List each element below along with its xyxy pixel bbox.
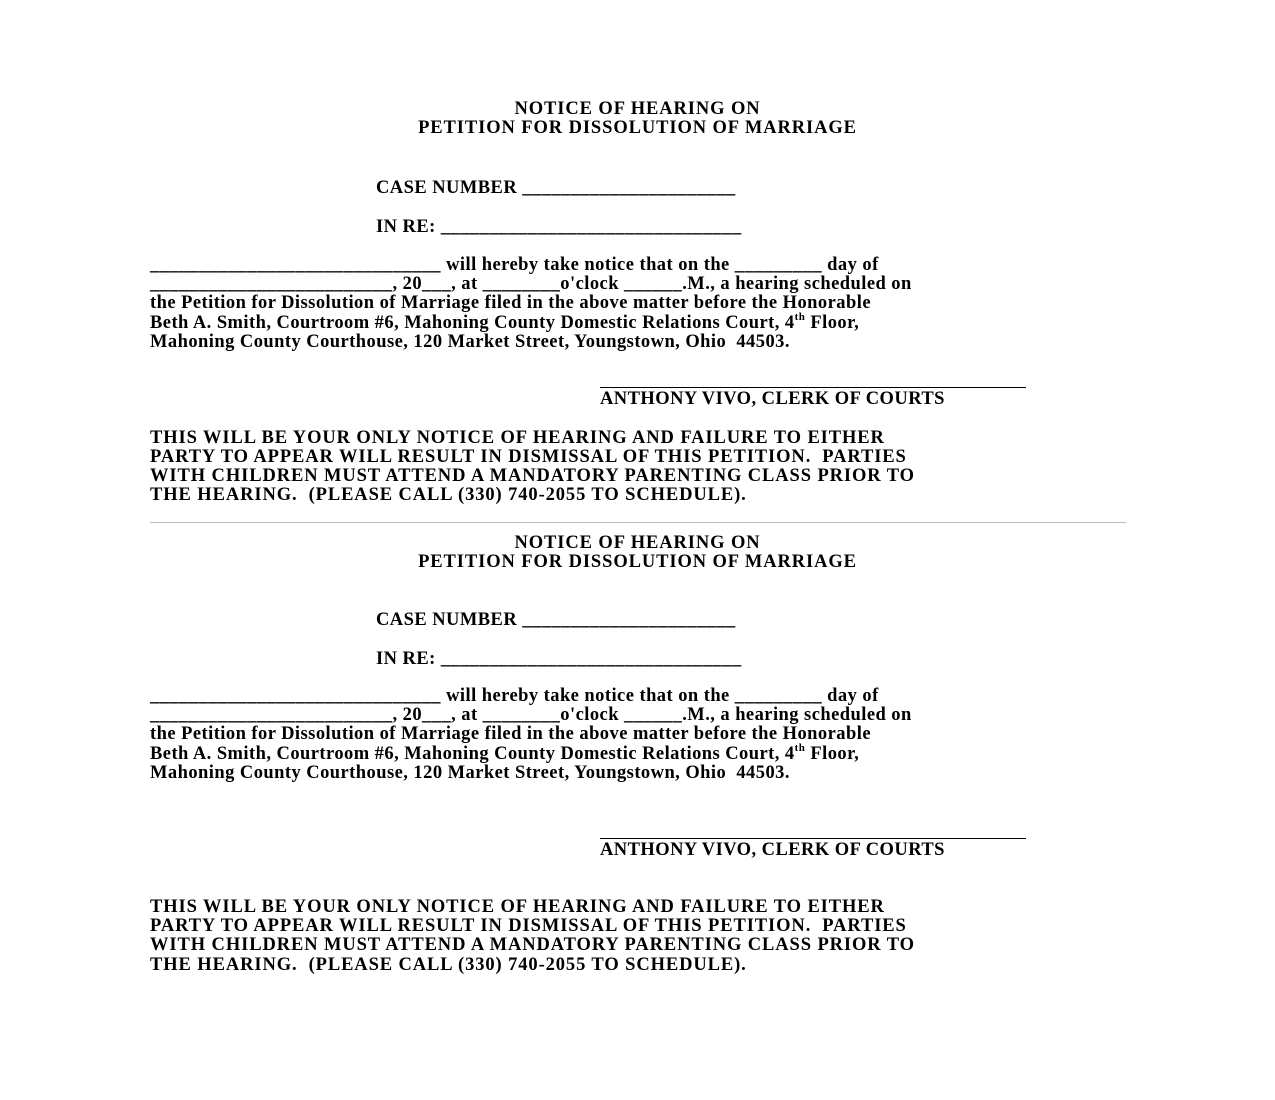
paragraph-line — [150, 742, 860, 764]
warning-line: WITH CHILDREN MUST ATTEND A MANDATORY PARENTING CLASS PRIOR TO — [150, 935, 915, 955]
in-re-field: IN RE: _______________________________ — [376, 217, 742, 237]
paragraph-text: Beth A. Smith, Courtroom #6, Mahoning County Domestic Relations Court, 4 — [150, 313, 795, 333]
warning-line: PARTY TO APPEAR WILL RESULT IN DISMISSAL OF THIS PETITION. PARTIES — [150, 916, 907, 936]
paragraph-line: the Petition for Dissolution of Marriage filed in the above matter before the Honorable — [150, 724, 871, 744]
cut-divider — [150, 522, 1126, 523]
clerk-name: ANTHONY VIVO, CLERK OF COURTS — [600, 840, 945, 860]
case-number-field: CASE NUMBER ______________________ — [376, 610, 736, 630]
paragraph-line: _________________________, 20___, at ________o'clock ______.M., a hearing scheduled on — [150, 705, 912, 725]
warning-line: THIS WILL BE YOUR ONLY NOTICE OF HEARING AND FAILURE TO EITHER — [150, 897, 885, 917]
clerk-name: ANTHONY VIVO, CLERK OF COURTS — [600, 389, 945, 409]
warning-line: WITH CHILDREN MUST ATTEND A MANDATORY PARENTING CLASS PRIOR TO — [150, 466, 915, 486]
notice-title-line2: PETITION FOR DISSOLUTION OF MARRIAGE — [418, 118, 857, 138]
signature-line — [600, 838, 1026, 839]
paragraph-line: _________________________, 20___, at ________o'clock ______.M., a hearing scheduled on — [150, 274, 912, 294]
paragraph-text: Floor, — [805, 313, 860, 333]
paragraph-line: Mahoning County Courthouse, 120 Market Street, Youngstown, Ohio 44503. — [150, 763, 790, 783]
paragraph-line: Mahoning County Courthouse, 120 Market Street, Youngstown, Ohio 44503. — [150, 332, 790, 352]
paragraph-text: Beth A. Smith, Courtroom #6, Mahoning County Domestic Relations Court, 4 — [150, 744, 795, 764]
paragraph-line — [150, 311, 860, 333]
notice-title-line1: NOTICE OF HEARING ON — [514, 99, 761, 119]
paragraph-line: ______________________________ will hereby take notice that on the _________ day of — [150, 686, 879, 706]
ordinal-suffix: th — [794, 742, 806, 754]
warning-line: THE HEARING. (PLEASE CALL (330) 740-2055 TO SCHEDULE). — [150, 485, 747, 505]
case-number-field: CASE NUMBER ______________________ — [376, 178, 736, 198]
paragraph-text: Floor, — [805, 744, 860, 764]
notice-title-line2: PETITION FOR DISSOLUTION OF MARRIAGE — [418, 552, 857, 572]
notice-title-line1: NOTICE OF HEARING ON — [514, 533, 761, 553]
in-re-field: IN RE: _______________________________ — [376, 649, 742, 669]
paragraph-line: ______________________________ will hereby take notice that on the _________ day of — [150, 255, 879, 275]
signature-line — [600, 387, 1026, 388]
warning-line: PARTY TO APPEAR WILL RESULT IN DISMISSAL OF THIS PETITION. PARTIES — [150, 447, 907, 467]
warning-line: THIS WILL BE YOUR ONLY NOTICE OF HEARING AND FAILURE TO EITHER — [150, 428, 885, 448]
ordinal-suffix: th — [794, 311, 806, 323]
paragraph-line: the Petition for Dissolution of Marriage filed in the above matter before the Honorable — [150, 293, 871, 313]
warning-line: THE HEARING. (PLEASE CALL (330) 740-2055 TO SCHEDULE). — [150, 955, 747, 975]
